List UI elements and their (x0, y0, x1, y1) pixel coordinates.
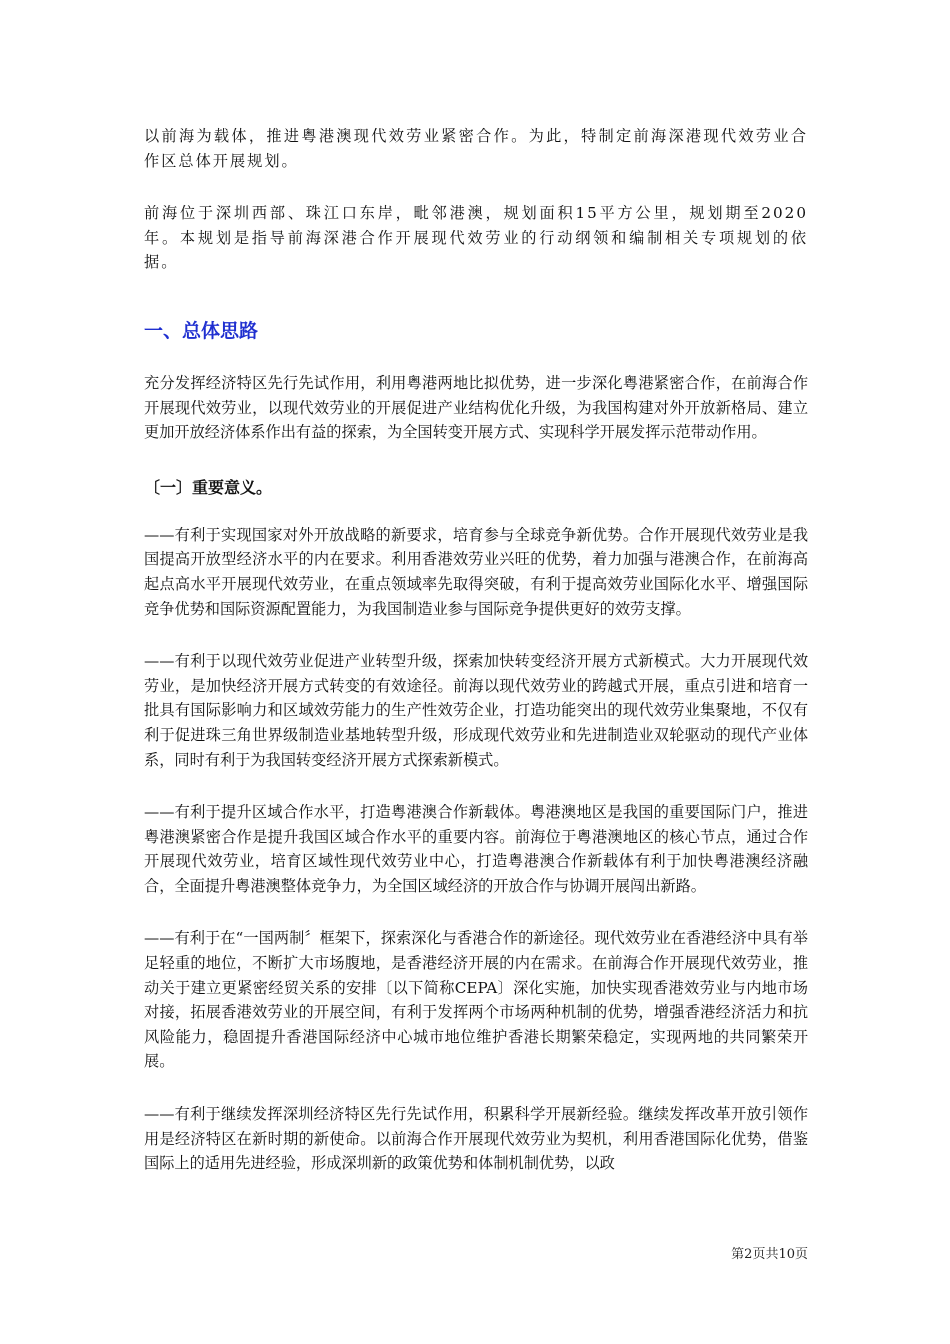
significance-item-4: ——有利于在“一国两制〞框架下，探索深化与香港合作的新途径。现代效劳业在香港经济中具有举足轻重的地位，不断扩大市场腹地，是香港经济开展的内在需求。在前海合作开展现代效劳业，推动关于建立更紧密经贸关系的安排〔以下简称CEPA〕深化实施，加快实现香港效劳业与内地市场对接，拓展香港效劳业的开展空间，有利于发挥两个市场两种机制的优势，增强香港经济活力和抗风险能力，稳固提升香港国际经济中心城市地位维护香港长期繁荣稳定，实现两地的共同繁荣开展。 (144, 929, 808, 1071)
intro-paragraph-1: 以前海为载体，推进粤港澳现代效劳业紧密合作。为此，特制定前海深港现代效劳业合作区总体开展规划。 (144, 127, 808, 170)
significance-item-3: ——有利于提升区域合作水平，打造粤港澳合作新载体。粤港澳地区是我国的重要国际门户，推进粤港澳紧密合作是提升我国区域合作水平的重要内容。前海位于粤港澳地区的核心节点，通过合作开展现代效劳业，培育区域性现代效劳业中心，打造粤港澳合作新载体有利于加快粤港澳经济融合，全面提升粤港澳整体竞争力，为全国区域经济的开放合作与协调开展闯出新路。 (144, 803, 808, 895)
significance-item-1: ——有利于实现国家对外开放战略的新要求，培育参与全球竞争新优势。合作开展现代效劳业是我国提高开放型经济水平的内在要求。利用香港效劳业兴旺的优势，着力加强与港澳合作，在前海高起点高水平开展现代效劳业，在重点领域率先取得突破，有利于提高效劳业国际化水平、增强国际竞争优势和国际资源配置能力，为我国制造业参与国际竞争提供更好的效劳支撑。 (144, 525, 808, 618)
subsection-heading: 〔一〕重要意义。 (144, 477, 273, 497)
section-heading: 一、总体思路 (144, 319, 259, 342)
intro-paragraph-2: 前海位于深圳西部、珠江口东岸，毗邻港澳，规划面积15平方公里，规划期至2020年。本规划是指导前海深港合作开展现代效劳业的行动纲领和编制相关专项规划的依据。 (144, 204, 808, 272)
significance-item-5: ——有利于继续发挥深圳经济特区先行先试作用，积累科学开展新经验。继续发挥改革开放引领作用是经济特区在新时期的新使命。以前海合作开展现代效劳业为契机，利用香港国际化优势，借鉴国际上的适用先进经验，形成深圳新的政策优势和体制机制优势，以政 (144, 1105, 808, 1173)
significance-item-2: ——有利于以现代效劳业促进产业转型升级，探索加快转变经济开展方式新模式。大力开展现代效劳业，是加快经济开展方式转变的有效途径。前海以现代效劳业的跨越式开展，重点引进和培育一批具有国际影响力和区域效劳能力的生产性效劳企业，打造功能突出的现代效劳业集聚地，不仅有利于促进珠三角世界级制造业基地转型升级，形成现代效劳业和先进制造业双轮驱动的现代产业体系，同时有利于为我国转变经济开展方式探索新模式。 (144, 652, 808, 769)
section-paragraph: 充分发挥经济特区先行先试作用，利用粤港两地比拟优势，进一步深化粤港紧密合作，在前海合作开展现代效劳业，以现代效劳业的开展促进产业结构优化升级，为我国构建对外开放新格局、建立更加开放经济体系作出有益的探索，为全国转变开展方式、实现科学开展发挥示范带动作用。 (144, 373, 808, 442)
document-page (144, 124, 808, 1176)
page-number: 第2页共10页 (731, 1247, 808, 1262)
